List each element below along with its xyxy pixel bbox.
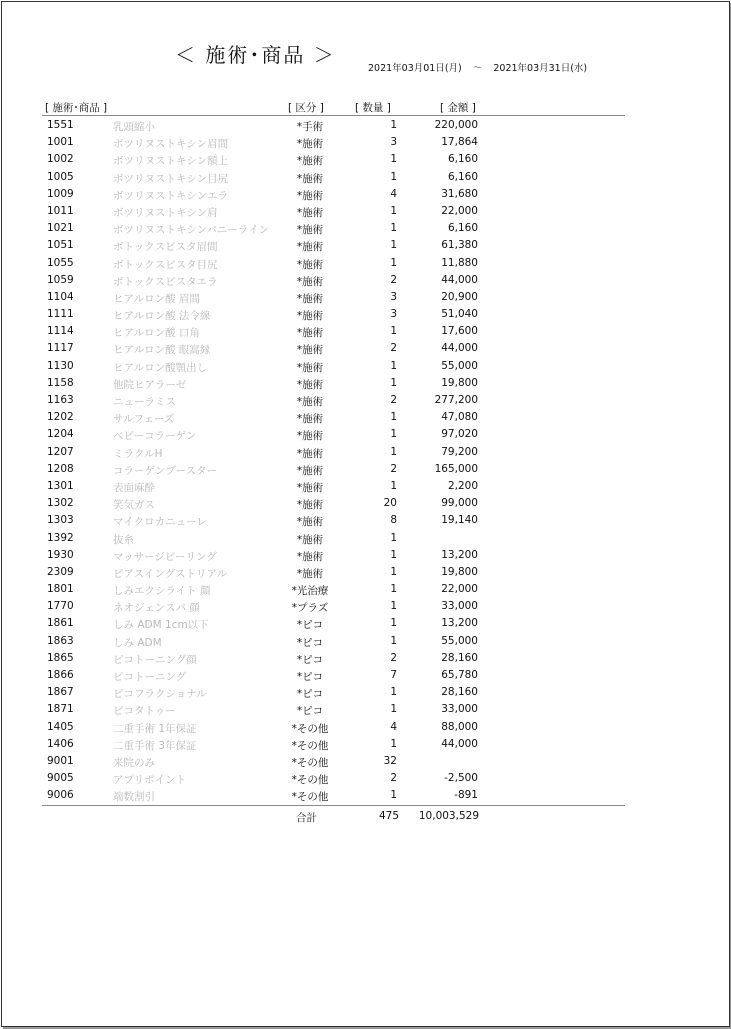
row-name: ベビーコラーゲン (113, 430, 197, 443)
row-qty: 32 (383, 754, 397, 767)
row-code: 1009 (47, 187, 74, 200)
row-name: アプリポイント (113, 774, 187, 787)
row-code: 1303 (47, 514, 74, 527)
row-name: ヒアルロン酸顎出し (113, 361, 208, 374)
row-kubun: *ピコ (296, 705, 324, 718)
date-to: 2021年03月31日(水) (493, 63, 588, 74)
row-name: ヒアルロン酸 口角 (113, 327, 200, 340)
row-name: 来院のみ (113, 756, 155, 769)
row-name: 笑気ガス (113, 499, 155, 512)
row-amount: 44,000 (441, 273, 478, 286)
row-code: 1551 (47, 119, 74, 131)
row-code: 1011 (47, 204, 74, 217)
row-kubun: *施術 (296, 516, 324, 529)
row-kubun: *施術 (296, 378, 324, 391)
table-row (42, 392, 625, 409)
table-row (42, 753, 625, 770)
row-kubun: *ピコ (296, 636, 324, 649)
row-name: しみ ADM 1cm以下 (113, 619, 209, 632)
table-row (42, 237, 625, 254)
row-qty: 1 (390, 428, 397, 441)
row-kubun: *施術 (296, 481, 324, 494)
row-kubun: *施術 (296, 550, 324, 563)
row-code: 1865 (47, 651, 74, 664)
row-name: ボツリヌストキシン肩 (113, 206, 218, 219)
table-row (42, 736, 625, 753)
row-name: 表面麻酔 (113, 481, 155, 494)
row-amount: 22,000 (441, 204, 478, 217)
table-header (42, 100, 625, 116)
row-qty: 1 (390, 600, 397, 613)
row-kubun: *ピコ (296, 619, 324, 632)
row-kubun: *施術 (296, 464, 324, 477)
total-row (42, 810, 625, 826)
row-name: 二重手術 1年保証 (113, 722, 197, 735)
table-row (42, 186, 625, 203)
row-name: ヒアルロン酸 眼窩縁 (113, 344, 211, 357)
row-code: 1055 (47, 256, 74, 269)
row-code: 1405 (47, 720, 74, 733)
row-qty: 1 (390, 445, 397, 458)
row-kubun: *施術 (296, 275, 324, 288)
row-kubun: *光治療 (291, 585, 329, 598)
row-kubun: *施術 (296, 241, 324, 254)
row-name: ボツリヌストキシン眉間 (113, 138, 229, 151)
row-amount: 6,160 (447, 222, 478, 235)
date-from: 2021年03月01日(月) (368, 63, 462, 74)
row-code: 1130 (47, 359, 74, 372)
row-qty: 1 (390, 583, 397, 596)
table-row (42, 461, 625, 478)
table-row (42, 581, 625, 598)
row-code: 1163 (47, 394, 74, 406)
table-row (42, 495, 625, 512)
row-name: ボツリヌストキシンバニーライン (113, 224, 270, 237)
row-amount: 31,680 (441, 187, 478, 200)
row-code: 1059 (47, 273, 74, 286)
date-separator: ～ (472, 63, 483, 74)
total-label: 合計 (296, 812, 317, 824)
table-row (42, 633, 625, 650)
row-code: 1208 (47, 462, 74, 475)
row-name: 二重手術 3年保証 (113, 739, 197, 752)
row-kubun: *施術 (296, 499, 324, 512)
row-qty: 1 (390, 703, 397, 716)
table-row (42, 358, 625, 375)
row-code: 1801 (47, 583, 74, 596)
row-qty: 1 (390, 634, 397, 647)
row-name: コラーゲンブースター (113, 464, 217, 477)
row-qty: 3 (390, 136, 397, 149)
row-code: 1117 (47, 342, 74, 355)
date-range (368, 60, 587, 74)
row-code: 1861 (47, 617, 74, 630)
row-code: 1051 (47, 239, 74, 252)
table-row (42, 117, 625, 134)
row-qty: 1 (390, 325, 397, 338)
row-qty: 3 (390, 308, 397, 321)
row-amount: 28,160 (441, 651, 478, 664)
row-qty: 20 (383, 497, 397, 510)
row-amount: 20,900 (441, 290, 478, 303)
row-qty: 1 (390, 119, 397, 131)
row-name: ボトックスビスタ目尻 (113, 258, 218, 271)
row-kubun: *施術 (296, 206, 324, 219)
row-qty: 2 (390, 273, 397, 286)
table-row (42, 272, 625, 289)
row-qty: 2 (390, 772, 397, 785)
row-amount: 28,160 (441, 686, 478, 699)
row-amount: 51,040 (441, 308, 478, 321)
row-code: 1871 (47, 703, 74, 716)
table-row (42, 770, 625, 787)
row-name: サルフェーズ (113, 413, 175, 426)
row-qty: 1 (390, 204, 397, 217)
row-amount: 19,800 (441, 565, 478, 578)
row-qty: 2 (390, 651, 397, 664)
table-body (42, 117, 625, 805)
row-name: 乳頭縮小 (113, 121, 155, 133)
row-name: ニューラミス (113, 396, 176, 408)
row-name: ボツリヌストキシン目尻 (113, 172, 229, 185)
row-qty: 4 (390, 720, 397, 733)
row-kubun: *施術 (296, 172, 324, 185)
row-qty: 1 (390, 548, 397, 561)
row-name: しみエクシライト 顔 (113, 585, 211, 598)
row-kubun: *施術 (296, 155, 324, 168)
row-amount: 17,864 (441, 136, 478, 149)
row-kubun: *施術 (296, 396, 324, 408)
row-qty: 1 (390, 686, 397, 699)
table-row (42, 220, 625, 237)
row-qty: 1 (390, 565, 397, 578)
row-qty: 1 (390, 617, 397, 630)
table-row (42, 684, 625, 701)
row-code: 1001 (47, 136, 74, 149)
row-code: 1204 (47, 428, 74, 441)
table-row (42, 134, 625, 151)
row-qty: 1 (390, 531, 397, 544)
table-row (42, 169, 625, 186)
row-code: 9001 (47, 754, 74, 767)
table-row (42, 289, 625, 306)
row-code: 1301 (47, 479, 74, 492)
table-row (42, 598, 625, 615)
row-amount: 165,000 (434, 462, 478, 475)
row-qty: 4 (390, 187, 397, 200)
row-kubun: *プラズ (291, 602, 329, 615)
table-row (42, 306, 625, 323)
row-amount: 44,000 (441, 737, 478, 750)
row-name: マイクロカニューレ (113, 516, 207, 529)
row-code: 1158 (47, 376, 74, 389)
row-name: ボツリヌストキシンエラ (113, 189, 229, 202)
row-kubun: *施術 (296, 567, 324, 580)
row-name: ネオジェンスパ 顔 (113, 602, 200, 615)
header-amount: [ 金額 ] (440, 102, 476, 114)
row-amount: 99,000 (441, 497, 478, 510)
row-kubun: *その他 (291, 756, 329, 769)
row-kubun: *施術 (296, 224, 324, 237)
row-name: しみ ADM (113, 636, 162, 649)
row-amount: -891 (454, 789, 478, 802)
row-amount: 2,200 (447, 479, 478, 492)
row-name: 他院ヒアラーゼ (113, 378, 187, 391)
table-row (42, 650, 625, 667)
row-kubun: *その他 (291, 774, 329, 787)
row-amount: 33,000 (441, 600, 478, 613)
row-amount: 44,000 (441, 342, 478, 355)
row-name: ヒアルロン酸 眉間 (113, 292, 200, 305)
row-kubun: *施術 (296, 310, 324, 323)
row-kubun: *その他 (291, 791, 329, 804)
row-qty: 1 (390, 170, 397, 183)
row-name: ミラクルH (113, 447, 163, 460)
table-row (42, 530, 625, 547)
table-row (42, 787, 625, 804)
row-amount: 6,160 (447, 153, 478, 166)
row-code: 2309 (47, 565, 74, 578)
report-title: ＜ 施術･商品 ＞ (175, 43, 336, 67)
row-kubun: *施術 (296, 533, 324, 546)
row-code: 1930 (47, 548, 74, 561)
row-code: 1202 (47, 411, 74, 424)
row-qty: 1 (390, 222, 397, 235)
row-amount: 277,200 (434, 394, 478, 406)
row-qty: 1 (390, 153, 397, 166)
table-row (42, 323, 625, 340)
row-amount: 65,780 (441, 669, 478, 681)
row-kubun: *ピコ (296, 671, 324, 683)
row-code: 1207 (47, 445, 74, 458)
row-qty: 8 (390, 514, 397, 527)
row-code: 9005 (47, 772, 74, 785)
row-qty: 1 (390, 376, 397, 389)
table-row (42, 615, 625, 632)
row-code: 1104 (47, 290, 74, 303)
table-row (42, 667, 625, 684)
row-kubun: *施術 (296, 413, 324, 426)
row-code: 1392 (47, 531, 74, 544)
table-row (42, 426, 625, 443)
row-code: 1863 (47, 634, 74, 647)
table-row (42, 564, 625, 581)
row-kubun: *施術 (296, 189, 324, 202)
header-kubun: [ 区分 ] (288, 102, 324, 114)
row-kubun: *ピコ (296, 688, 324, 701)
row-kubun: *施術 (296, 292, 324, 305)
row-code: 1114 (47, 325, 74, 338)
row-name: ピコフラクショナル (113, 688, 207, 701)
row-kubun: *施術 (296, 327, 324, 340)
row-name: ボトックスビスタ眉間 (113, 241, 218, 254)
row-amount: 55,000 (441, 359, 478, 372)
table-row (42, 512, 625, 529)
header-qty: [ 数量 ] (355, 102, 391, 114)
row-name: ピコタトゥー (113, 705, 176, 718)
row-code: 1021 (47, 222, 74, 235)
row-code: 1866 (47, 669, 74, 681)
row-amount: 13,200 (441, 548, 478, 561)
row-amount: 79,200 (441, 445, 478, 458)
row-name: 抜糸 (113, 533, 134, 546)
table-row (42, 444, 625, 461)
row-code: 1005 (47, 170, 74, 183)
row-amount: 97,020 (441, 428, 478, 441)
row-code: 9006 (47, 789, 74, 802)
row-code: 1002 (47, 153, 74, 166)
row-qty: 1 (390, 411, 397, 424)
table-row (42, 375, 625, 392)
table-row (42, 547, 625, 564)
table-row (42, 719, 625, 736)
row-qty: 1 (390, 789, 397, 802)
row-code: 1867 (47, 686, 74, 699)
row-qty: 1 (390, 479, 397, 492)
header-item: [ 施術･商品 ] (45, 102, 108, 114)
row-qty: 1 (390, 239, 397, 252)
table-row (42, 255, 625, 272)
row-kubun: *手術 (296, 121, 324, 133)
row-qty: 3 (390, 290, 397, 303)
row-kubun: *施術 (296, 361, 324, 374)
row-name: 端数割引 (113, 791, 155, 804)
row-amount: 19,800 (441, 376, 478, 389)
row-amount: 88,000 (441, 720, 478, 733)
row-qty: 1 (390, 359, 397, 372)
row-qty: 2 (390, 342, 397, 355)
row-name: ピコトーニング顔 (113, 653, 197, 666)
row-kubun: *施術 (296, 138, 324, 151)
row-amount: 13,200 (441, 617, 478, 630)
row-amount: 47,080 (441, 411, 478, 424)
table-row (42, 478, 625, 495)
row-qty: 1 (390, 737, 397, 750)
row-code: 1406 (47, 737, 74, 750)
row-qty: 2 (390, 462, 397, 475)
row-qty: 1 (390, 256, 397, 269)
row-kubun: *施術 (296, 344, 324, 357)
total-qty: 475 (378, 810, 399, 822)
row-amount: -2,500 (444, 772, 478, 785)
row-amount: 6,160 (447, 170, 478, 183)
row-kubun: *施術 (296, 258, 324, 271)
row-kubun: *施術 (296, 447, 324, 460)
row-qty: 2 (390, 394, 397, 406)
row-amount: 55,000 (441, 634, 478, 647)
row-kubun: *施術 (296, 430, 324, 443)
row-code: 1770 (47, 600, 74, 613)
table-row (42, 409, 625, 426)
row-amount: 220,000 (434, 119, 478, 131)
row-qty: 7 (390, 669, 397, 681)
row-name: ボトックスビスタエラ (113, 275, 218, 288)
row-amount: 33,000 (441, 703, 478, 716)
row-amount: 19,140 (441, 514, 478, 527)
row-amount: 22,000 (441, 583, 478, 596)
row-code: 1111 (47, 308, 74, 321)
row-amount: 61,380 (441, 239, 478, 252)
row-kubun: *その他 (291, 739, 329, 752)
row-name: ヒアルロン酸 法令線 (113, 310, 211, 323)
table-row (42, 151, 625, 168)
row-amount: 17,600 (441, 325, 478, 338)
row-name: マッサージピーリング (113, 550, 217, 563)
row-code: 1302 (47, 497, 74, 510)
table-row (42, 701, 625, 718)
row-amount: 11,880 (441, 256, 478, 269)
row-name: ピアスイングストリアル (113, 567, 228, 580)
table-row (42, 340, 625, 357)
row-name: ピコトーニング (113, 671, 187, 683)
row-kubun: *その他 (291, 722, 329, 735)
total-divider (42, 805, 625, 806)
total-amount: 10,003,529 (418, 810, 479, 822)
row-name: ボツリヌストキシン額上 (113, 155, 229, 168)
table-row (42, 203, 625, 220)
report-page (1, 1, 730, 1027)
row-kubun: *ピコ (296, 653, 324, 666)
